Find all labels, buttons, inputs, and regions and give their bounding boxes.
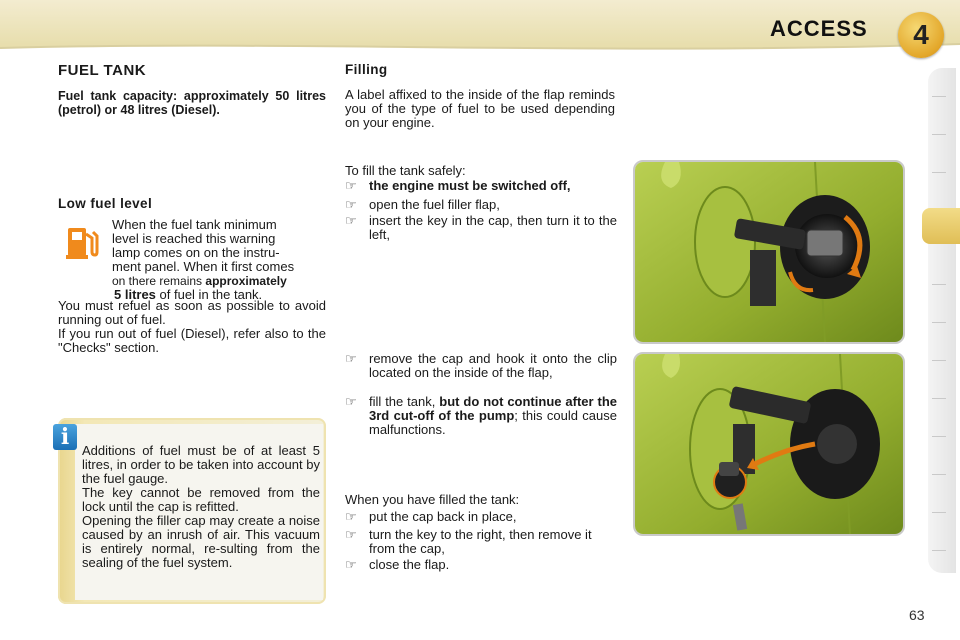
info-paragraph: Additions of fuel must be of at least 5 litres, in order to be taken into account by the fuel gauge. — [82, 443, 320, 486]
step-text: remove the cap and hook it onto the clip located on the inside of the flap, — [369, 351, 617, 380]
fuel-pump-warning-icon — [64, 222, 100, 262]
warning-line5-bold: approximately — [205, 274, 287, 288]
rail-divider — [932, 512, 946, 513]
step-text: insert the key in the cap, then turn it to the left, — [369, 213, 617, 242]
fuel-tank-heading: FUEL TANK — [58, 62, 147, 79]
warning-line5-text: on there remains — [112, 274, 206, 288]
rail-divider — [932, 172, 946, 173]
warning-line: When the fuel tank minimum — [112, 217, 277, 232]
safely-intro: To fill the tank safely: — [345, 163, 466, 178]
cap-hooked-illustration — [633, 352, 905, 536]
list-item — [345, 198, 615, 214]
capacity-text: Fuel tank capacity: approximately 50 litres (petrol) or 48 litres (Diesel). — [58, 89, 326, 117]
info-paragraph: Opening the filler cap may create a noise caused by an inrush of air. This vacuum is entirely normal, re-sulting from the sealing of the fuel system. — [82, 513, 320, 570]
step-text: turn the key to the right, then remove it from the cap, — [369, 527, 592, 556]
warning-lamp-text — [112, 218, 326, 302]
chapter-badge[interactable]: 4 — [898, 12, 944, 58]
after-intro: When you have filled the tank: — [345, 492, 520, 507]
step-text: the engine must be switched off, — [369, 178, 571, 193]
warning-line: level is reached this warning — [112, 231, 276, 246]
refuel-text: You must refuel as soon as possible to avoid running out of fuel. — [58, 298, 326, 327]
pointing-hand-icon: ☞ — [345, 394, 357, 409]
pointing-hand-icon: ☞ — [345, 213, 357, 228]
info-paragraph: The key cannot be removed from the lock until the cap is refitted. — [82, 485, 320, 514]
page-number: 63 — [909, 607, 925, 623]
step-text: open the fuel filler flap, — [369, 197, 500, 212]
step-text-bold: but do not continue after the 3rd cut-off of the pump — [369, 394, 617, 423]
list-item — [345, 352, 617, 394]
pointing-hand-icon: ☞ — [345, 197, 357, 212]
rail-divider — [932, 322, 946, 323]
warning-line: lamp comes on on the instru- — [112, 245, 280, 260]
step-text: put the cap back in place, — [369, 509, 517, 524]
rail-divider — [932, 134, 946, 135]
warning-line6-bold: 5 litres — [114, 287, 156, 302]
step-text — [369, 395, 617, 437]
rail-divider — [932, 436, 946, 437]
pointing-hand-icon: ☞ — [345, 557, 357, 572]
rail-divider — [932, 398, 946, 399]
list-item — [345, 395, 617, 439]
warning-line — [112, 274, 326, 288]
rail-divider — [932, 284, 946, 285]
warning-line: ment panel. When it first comes — [112, 259, 295, 274]
chapter-tab-rail — [928, 68, 956, 573]
low-fuel-heading: Low fuel level — [58, 196, 153, 211]
list-item — [345, 510, 617, 526]
section-title: ACCESS — [770, 16, 868, 41]
step-text-plain: fill the tank, — [369, 394, 440, 409]
pointing-hand-icon: ☞ — [345, 178, 357, 193]
step-text: close the flap. — [369, 557, 450, 572]
fuel-flap-open-illustration — [633, 160, 905, 344]
rail-divider — [932, 550, 946, 551]
list-item — [345, 214, 617, 244]
pointing-hand-icon: ☞ — [345, 351, 357, 366]
list-item — [345, 528, 617, 558]
info-icon: i — [53, 424, 77, 450]
rail-divider — [932, 360, 946, 361]
pointing-hand-icon: ☞ — [345, 527, 357, 542]
diesel-text: If you run out of fuel (Diesel), refer also to the "Checks" section. — [58, 326, 326, 355]
list-item — [345, 558, 617, 574]
step-text-plain: ; this could cause malfunctions. — [369, 408, 617, 437]
rail-divider — [932, 474, 946, 475]
filling-heading: Filling — [345, 62, 388, 77]
label-text: A label affixed to the inside of the flap reminds you of the type of fuel to be used depending on your engine. — [345, 87, 615, 130]
rail-divider — [932, 96, 946, 97]
pointing-hand-icon: ☞ — [345, 509, 357, 524]
chapter-tab-active[interactable] — [922, 208, 960, 244]
list-item — [345, 179, 615, 195]
warning-line6-text: of fuel in the tank. — [155, 287, 263, 302]
